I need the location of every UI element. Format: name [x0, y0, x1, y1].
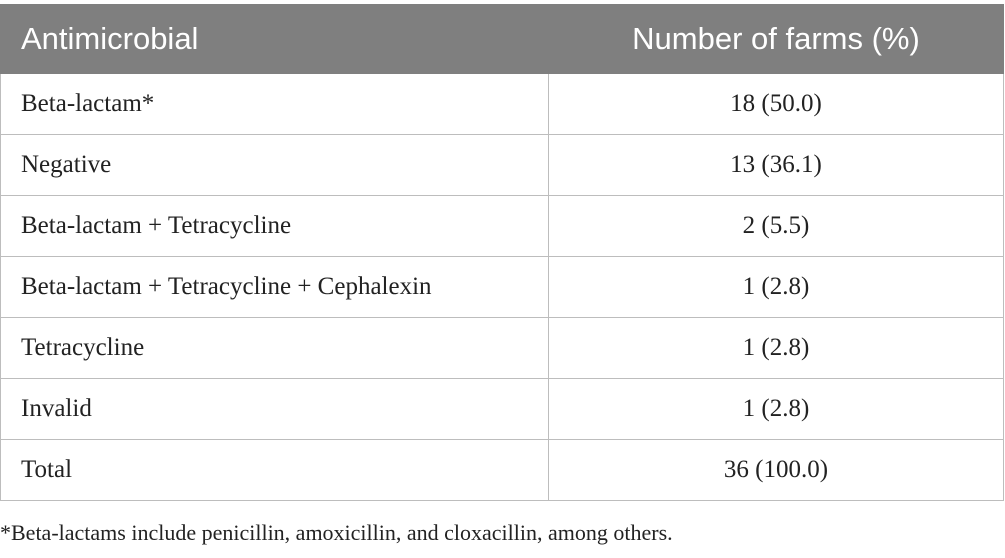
antimicrobial-cell: Beta-lactam + Tetracycline + Cephalexin — [1, 257, 549, 318]
farms-count-cell: 1 (2.8) — [549, 379, 1004, 440]
antimicrobial-table — [0, 4, 1004, 501]
antimicrobial-cell: Negative — [1, 135, 549, 196]
antimicrobial-cell: Invalid — [1, 379, 549, 440]
farms-count-cell: 2 (5.5) — [549, 196, 1004, 257]
column-header-antimicrobial: Antimicrobial — [1, 5, 549, 74]
total-count-cell: 36 (100.0) — [549, 440, 1004, 501]
table-row — [1, 74, 1004, 135]
table-row — [1, 196, 1004, 257]
farms-count-cell: 13 (36.1) — [549, 135, 1004, 196]
table-row — [1, 257, 1004, 318]
antimicrobial-cell: Beta-lactam* — [1, 74, 549, 135]
column-header-number-of-farms: Number of farms (%) — [549, 5, 1004, 74]
table-footnote: *Beta-lactams include penicillin, amoxicillin, and cloxacillin, among others. — [0, 520, 673, 545]
table-row — [1, 135, 1004, 196]
table-row — [1, 318, 1004, 379]
table-total-row — [1, 440, 1004, 501]
farms-count-cell: 1 (2.8) — [549, 318, 1004, 379]
antimicrobial-cell: Tetracycline — [1, 318, 549, 379]
table-row — [1, 379, 1004, 440]
farms-count-cell: 1 (2.8) — [549, 257, 1004, 318]
total-label-cell: Total — [1, 440, 549, 501]
table-header-row — [1, 5, 1004, 74]
antimicrobial-cell: Beta-lactam + Tetracycline — [1, 196, 549, 257]
farms-count-cell: 18 (50.0) — [549, 74, 1004, 135]
